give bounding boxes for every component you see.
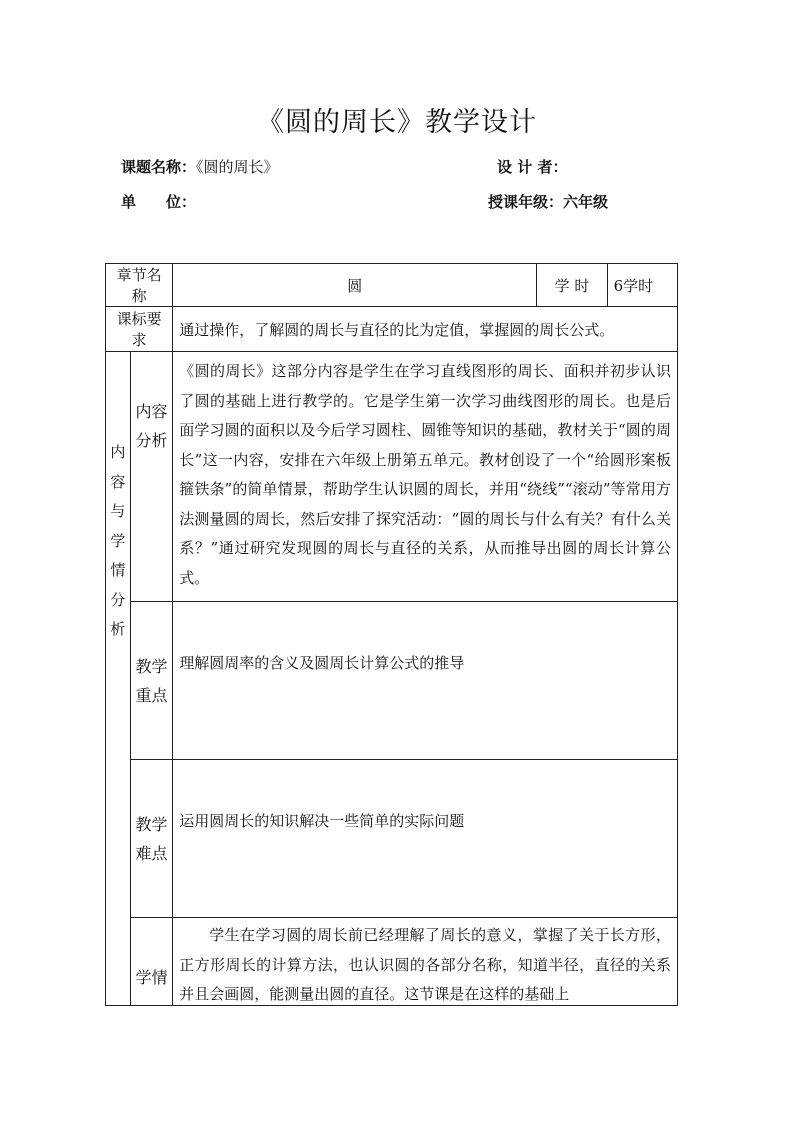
document-title: 《圆的周长》教学设计 [257,107,537,138]
learner-label: 学情 [130,918,172,1006]
grade-line [488,191,608,212]
course-name-line [121,156,279,177]
chapter-row [106,264,678,307]
course-name-label: 课题名称： [121,158,197,176]
chapter-label: 章节名称 [106,264,173,307]
lesson-plan-table [105,263,678,1006]
content-row [106,352,678,602]
key-point-row [106,602,678,760]
unit-line [121,191,196,212]
difficulty-row [106,760,678,918]
content-analysis-text: 《圆的周长》这部分内容是学生在学习直线图形的周长、面积并初步认识了圆的基础上进行教学的。它是学生第一次学习曲线图形的周长。也是后面学习圆的面积以及今后学习圆柱、圆锥等知识的基础，教材关于“圆的周长”这一内容，安排在六年级上册第五单元。教材创设了一个“给圆形案板箍铁条”的简单情景，帮助学生认识圆的周长，并用“绕线”“滚动”等常用方法测量圆的周长，然后安排了探究活动：“圆的周长与什么有关？有什么关系？”通过研究发现圆的周长与直径的关系，从而推导出圆的周长计算公式。 [173,352,678,602]
learner-text-cell [173,918,678,1006]
standard-value: 通过操作，了解圆的周长与直径的比为定值，掌握圆的周长公式。 [173,307,678,352]
difficulty-text: 运用圆周长的知识解决一些简单的实际问题 [173,760,678,918]
grade-value: 六年级 [563,193,609,211]
learner-text: 学生在学习圆的周长前已经理解了周长的意义，掌握了关于长方形，正方形周长的计算方法，也认识圆的各部分名称，知道半径，直径的关系并且会画圆，能测量出圆的直径。这节课是在这样的基础上 [179,926,671,1003]
key-point-text: 理解圆周率的含义及圆周长计算公式的推导 [173,602,678,760]
hours-label: 学 时 [537,264,607,307]
hours-value: 6学时 [607,264,677,307]
chapter-value: 圆 [173,264,537,307]
course-name-value: 《圆的周长》 [196,158,279,176]
unit-label: 单 位： [121,193,197,211]
standard-row [106,307,678,352]
standard-label: 课标要求 [106,307,173,352]
section-label: 内 容 与 学 情 分 析 [106,352,131,1006]
content-analysis-label: 内容 分析 [130,352,172,602]
difficulty-label: 教学 难点 [130,760,172,918]
designer-label: 设 计 者： [497,158,568,176]
learner-row [106,918,678,1006]
designer-line [497,156,567,177]
key-point-label: 教学 重点 [130,602,172,760]
grade-label: 授课年级： [488,193,564,211]
